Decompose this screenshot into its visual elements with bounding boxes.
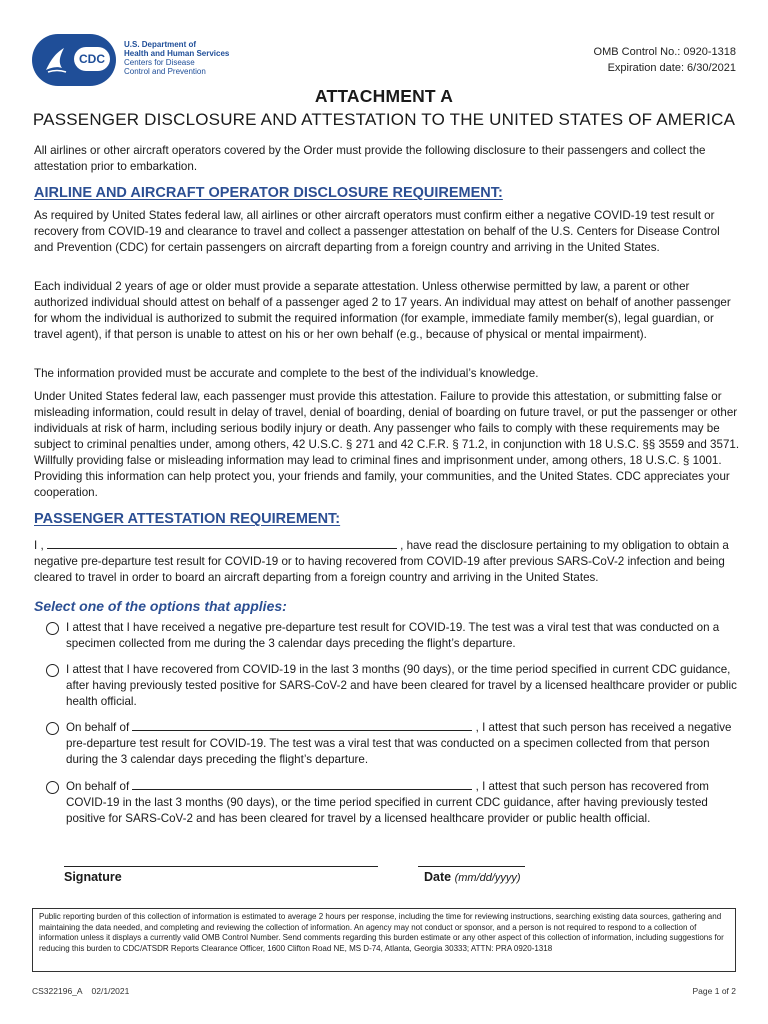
- disclosure-paragraph-4: Under United States federal law, each passenger must provide this attestation. Failure to provide this attestation, or submitting false or misleading information, could result in delay of travel, denial of boarding, denial of boarding on future travel, or put the passenger or other individuals at risk of harm, including serious bodily injury or death. Any passenger who fails to comply with these requirements may be subject to criminal penalties under, among others, 42 U.S.C. § 271 and 42 C.F.R. § 71.2, in conjunction with 18 U.S.C. §§ 3559 and 3571. Willfully providing false or misleading information may lead to criminal fines and imprisonment under, among others, 18 U.S.C. § 1001. Providing this information can help protect you, your friends and family, your communities, and the United States. CDC appreciates your cooperation.: [34, 390, 740, 499]
- agency-line-2: Health and Human Services: [124, 49, 230, 58]
- option-behalf-negative-test: [46, 720, 740, 768]
- option-recovered: [46, 662, 740, 710]
- option-behalf-negative-test-text: [66, 720, 740, 768]
- behalf-name-field[interactable]: [132, 789, 472, 790]
- attestation-statement-text: , have read the disclosure pertaining to my obligation to obtain a negative pre-departure test result for COVID-19 or to having recovered from COVID-19 after previous SARS-CoV-2 infection and being cleared to travel in order to board an aircraft departing from a foreign country and arriving in the United States.: [34, 539, 729, 584]
- burden-statement: Public reporting burden of this collection of information is estimated to average 2 hours per response, including the time for reviewing instructions, searching existing data sources, gathering and maintaining the data needed, and completing and reviewing the collection of information. An agency may not conduct or sponsor, and a person is not required to respond to a collection of information unless it displays a currently valid OMB Control Number. Send comments regarding this burden estimate or any other aspect of this collection of information, including suggestions for reducing this burden to CDC/ATSDR Reports Clearance Officer, 1600 Clifton Road NE, MS D-74, Atlanta, Georgia 30333; ATTN: PRA 0920-1318: [32, 908, 736, 972]
- option-behalf-recovered: [46, 779, 740, 827]
- radio-recovered[interactable]: [46, 664, 59, 677]
- behalf-label: On behalf of: [66, 721, 130, 734]
- date-format-hint: (mm/dd/yyyy): [454, 872, 521, 884]
- date-line[interactable]: [418, 866, 525, 867]
- page-number: Page 1 of 2: [692, 986, 736, 996]
- passenger-name-field[interactable]: [47, 548, 397, 549]
- form-id: CS322196_A 02/1/2021: [32, 986, 130, 996]
- expiration-date: Expiration date: 6/30/2021: [607, 62, 736, 74]
- radio-behalf-recovered[interactable]: [46, 781, 59, 794]
- option-negative-test: [46, 620, 740, 652]
- behalf-recovered-text: , I attest that such person has recovered from COVID-19 in the last 3 months (90 days), or the time period specified in current CDC guidance, after having previously tested positive for SARS-CoV-2 and has been cleared for travel by a licensed healthcare provider or public health official.: [66, 780, 709, 825]
- option-recovered-text: I attest that I have recovered from COVID-19 in the last 3 months (90 days), or the time period specified in current CDC guidance, after having previously tested positive for SARS-CoV-2 and have been cleared for travel by a licensed healthcare provider or public health official.: [66, 663, 737, 708]
- disclosure-paragraph-1: As required by United States federal law, all airlines or other aircraft operators must confirm either a negative COVID-19 test result or recovery from COVID-19 and clearance to travel and collect a passenger attestation on behalf of the U.S. Centers for Disease Control and Prevention (CDC) for certain passengers on aircraft departing from a foreign country and arriving in the United States.: [34, 209, 720, 254]
- attestation-heading: PASSENGER ATTESTATION REQUIREMENT:: [34, 511, 341, 527]
- agency-line-4: Control and Prevention: [124, 67, 206, 76]
- hhs-eagle-icon: [42, 44, 70, 76]
- signature-label: Signature: [64, 870, 122, 884]
- radio-behalf-negative-test[interactable]: [46, 722, 59, 735]
- agency-line-3: Centers for Disease: [124, 58, 195, 67]
- radio-negative-test[interactable]: [46, 622, 59, 635]
- behalf-name-field[interactable]: [132, 730, 472, 731]
- page-header: [0, 0, 768, 90]
- option-negative-test-text: I attest that I have received a negative pre-departure test result for COVID-19. The test was a viral test that was conducted on a specimen collected from me during the 3 calendar days preceding the flight’s departure.: [66, 621, 720, 650]
- select-option-label: Select one of the options that applies:: [34, 598, 287, 614]
- disclosure-heading: AIRLINE AND AIRCRAFT OPERATOR DISCLOSURE REQUIREMENT:: [34, 185, 503, 201]
- disclosure-paragraph-2: Each individual 2 years of age or older must provide a separate attestation. Unless otherwise permitted by law, a parent or other authorized individual should attest on behalf of a passenger aged 2 to 17 years. An individual may attest on behalf of another passenger for whom the individual is authorized to submit the required information (for example, immediate family member(s), legal guardian, or travel agent), if that person is unable to attest on his or her own behalf (e.g., because of physical or mental impairment).: [34, 280, 731, 341]
- date-label-text: Date: [424, 870, 452, 884]
- signature-line[interactable]: [64, 866, 378, 867]
- attachment-title: ATTACHMENT A: [314, 86, 454, 106]
- behalf-label: On behalf of: [66, 780, 130, 793]
- attestation-statement: [34, 538, 740, 586]
- date-label: [424, 870, 521, 884]
- intro-text: All airlines or other aircraft operators covered by the Order must provide the following disclosure to their passengers and collect the attestation prior to embarkation.: [34, 144, 706, 173]
- agency-name: [124, 40, 229, 76]
- option-behalf-recovered-text: [66, 779, 740, 827]
- hhs-cdc-logo: [32, 34, 116, 86]
- document-title: PASSENGER DISCLOSURE AND ATTESTATION TO THE UNITED STATES OF AMERICA: [32, 110, 736, 129]
- omb-info: [594, 44, 736, 76]
- cdc-logo-text: CDC: [74, 47, 110, 71]
- attestation-i: I ,: [34, 539, 44, 552]
- disclosure-paragraph-3: The information provided must be accurate and complete to the best of the individual’s knowledge.: [34, 367, 539, 380]
- omb-control-number: OMB Control No.: 0920-1318: [593, 46, 736, 58]
- behalf-negative-test-text: , I attest that such person has received a negative pre-departure test result for COVID-19. The test was a viral test that was conducted on a specimen collected from that person during the 3 calendar days preceding the flight’s departure.: [66, 721, 732, 766]
- agency-line-1: U.S. Department of: [124, 40, 197, 49]
